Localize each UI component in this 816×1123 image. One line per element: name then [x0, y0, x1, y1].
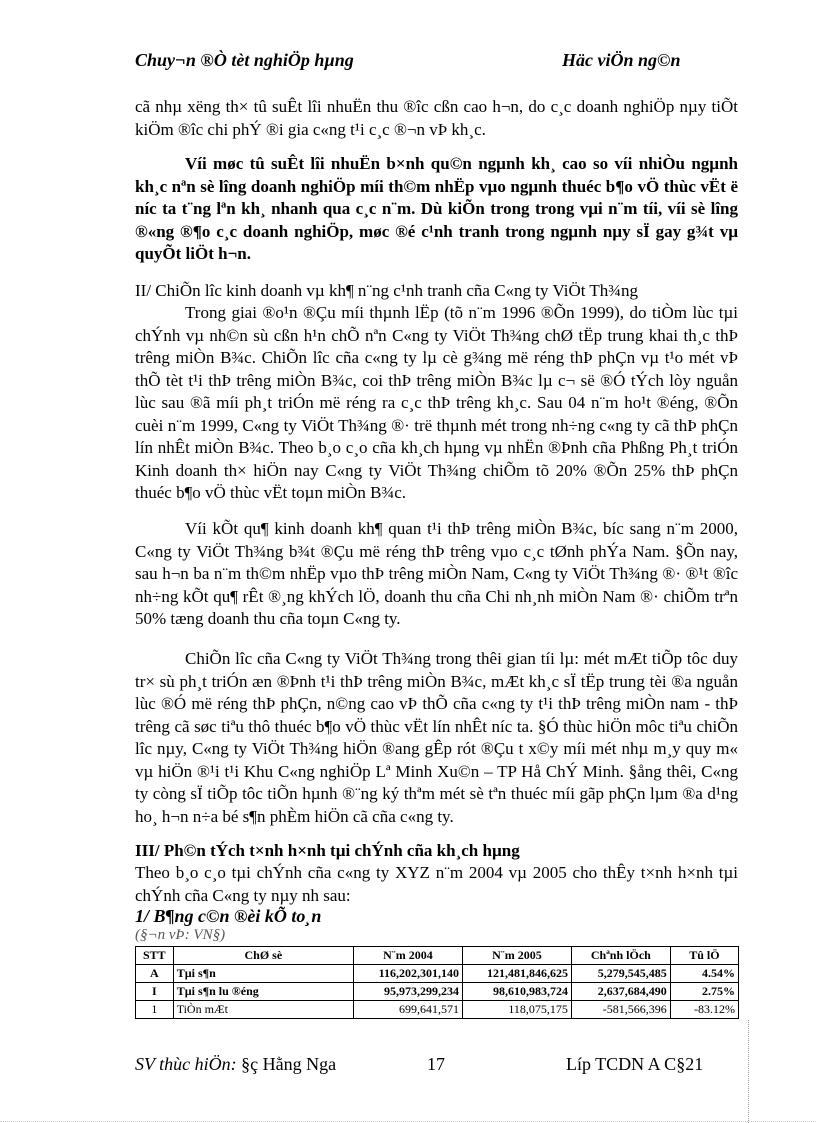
unit-note: (§¬n vÞ: VN§) — [135, 927, 226, 943]
col-stt: STT — [136, 947, 174, 965]
footer-author-name: §ç Hằng Nga — [241, 1054, 337, 1074]
page-bottom-line — [0, 1121, 816, 1122]
cell-ratio: 2.75% — [670, 983, 738, 1001]
header-left: Chuy¬n ®Ò tèt nghiÖp hµng — [135, 50, 354, 70]
cell-2005: 118,075,175 — [462, 1001, 571, 1019]
header-right: Häc viÖn ng©n — [562, 50, 681, 70]
footer-page-number: 17 — [427, 1054, 445, 1074]
cell-2005: 121,481,846,625 — [462, 965, 571, 983]
paragraph-profit-rate: Víi møc tû suÊt lîi nhuËn b×nh qu©n ngµnh kh¸ cao so víi nhiÒu ngµnh kh¸c nªn sè lîng doanh nghiÖp míi th©m nhËp vµo ngµnh thuéc b¶o vÖ thùc vËt ë níc ta t¨ng lªn kh¸ nhanh qua c¸c n¨m. Dù kiÕn trong trong vµi n¨m tíi, víi sè lîng ®«ng ®¶o c¸c doanh nghiÖp, møc ®é c¹nh tranh trong ngµnh nµy sÏ gay g¾t vµ quyÕt liÖt h¬n. — [135, 154, 738, 263]
cell-stt: 1 — [136, 1001, 174, 1019]
col-difference: Chªnh lÖch — [571, 947, 670, 965]
table-row — [136, 1001, 739, 1019]
margin-dotted-line — [748, 1020, 749, 1123]
table-row — [136, 965, 739, 983]
col-indicator: ChØ sè — [173, 947, 353, 965]
cell-ratio: -83.12% — [670, 1001, 738, 1019]
cell-stt: A — [136, 965, 174, 983]
col-ratio: Tû lÖ — [670, 947, 738, 965]
paragraph-early-stage: Trong giai ®o¹n ®Çu míi thµnh lËp (tõ n¨m 1996 ®Õn 1999), do tiÒm lùc tµi chÝnh vµ nh©n sù cßn h¹n chÕ nªn C«ng ty ViÖt Th¾ng chØ tËp trung khai th¸c thÞ trêng miÒn B¾c. ChiÕn lîc cña c«ng ty lµ cè g¾ng më réng thÞ phÇn vµ t¹o mét vÞ thÕ tèt t¹i thÞ trêng miÒn B¾c, coi thÞ trêng miÒn B¾c lµ c¬ së ®Ó tÝch lòy nguån lùc sau ®ã míi ph¸t triÓn më réng ra c¸c thÞ trêng kh¸c. Sau 04 n¨m ho¹t ®éng, ®Õn cuèi n¨m 1999, C«ng ty ViÖt Th¾ng ®· trë thµnh mét trong nh÷ng c«ng ty cã thÞ phÇn lín nhÊt miÒn B¾c. Theo b¸o c¸o cña kh¸ch hµng vµ nhËn ®Þnh cña Phßng Ph¸t triÓn Kinh doanh th× hiÖn nay C«ng ty ViÖt Th¾ng chiÕm tõ 20% ®Õn 25% thÞ phÇn thuéc b¶o vÖ thùc vËt toµn miÒn B¾c. — [135, 303, 738, 502]
cell-indicator: TiÒn mÆt — [173, 1001, 353, 1019]
cell-2004: 95,973,299,234 — [353, 983, 462, 1001]
footer-author-label: SV thùc hiÖn: — [135, 1054, 237, 1074]
paragraph-southern-expansion: Víi kÕt qu¶ kinh doanh kh¶ quan t¹i thÞ trêng miÒn B¾c, bíc sang n¨m 2000, C«ng ty ViÖt Th¾ng b¾t ®Çu më réng thÞ trêng vµo c¸c tØnh phÝa Nam. §Õn nay, sau h¬n ba n¨m th©m nhËp vµo thÞ trêng miÒn Nam, C«ng ty ViÖt Th¾ng ®· ®¹t ®îc nh÷ng kÕt qu¶ rÊt ®¸ng khÝch lÖ, doanh thu cña Chi nh¸nh miÒn Nam ®· chiÕm trªn 50% tæng doanh thu cña toµn C«ng ty. — [135, 519, 738, 628]
section-heading-strategy: II/ ChiÕn lîc kinh doanh vµ kh¶ n¨ng c¹nh tranh cña C«ng ty ViÖt Th¾ng — [135, 281, 639, 300]
subheading-balance-sheet: 1/ B¶ng c©n ®èi kÕ to¸n — [135, 906, 322, 926]
footer-author — [135, 1052, 336, 1076]
table-header-row — [136, 947, 739, 965]
col-2005: N¨m 2005 — [462, 947, 571, 965]
cell-difference: 2,637,684,490 — [571, 983, 670, 1001]
cell-indicator: Tµi s¶n — [173, 965, 353, 983]
cell-2004: 116,202,301,140 — [353, 965, 462, 983]
cell-ratio: 4.54% — [670, 965, 738, 983]
paragraph-intro: cã nhµ xëng th× tû suÊt lîi nhuËn thu ®îc cßn cao h¬n, do c¸c doanh nghiÖp nµy tiÕt kiÖm ®îc chi phÝ ®i gia c«ng t¹i c¸c ®¬n vÞ kh¸c. — [135, 97, 738, 139]
col-2004: N¨m 2004 — [353, 947, 462, 965]
cell-stt: I — [136, 983, 174, 1001]
cell-difference: -581,566,396 — [571, 1001, 670, 1019]
cell-difference: 5,279,545,485 — [571, 965, 670, 983]
balance-sheet-table — [135, 946, 739, 1019]
paragraph-financial-intro: Theo b¸o c¸o tµi chÝnh cña c«ng ty XYZ n¨m 2004 vµ 2005 cho thÊy t×nh h×nh tµi chÝnh cña C«ng ty nµy nh sau: — [135, 863, 738, 905]
cell-indicator: Tµi s¶n lu ®éng — [173, 983, 353, 1001]
paragraph-future-strategy: ChiÕn lîc cña C«ng ty ViÖt Th¾ng trong thêi gian tíi lµ: mét mÆt tiÕp tôc duy tr× sù ph¸t triÓn æn ®Þnh t¹i thÞ trêng miÒn B¾c, mÆt kh¸c sÏ tËp trung tèi ®a nguån lùc ®Ó më réng thÞ phÇn, n©ng cao vÞ thÕ cña c«ng ty t¹i thÞ trêng miÒn nam - thÞ trêng cã søc tiªu thô thuéc b¶o vÖ thùc vËt lín nhÊt níc ta. §Ó thùc hiÖn môc tiªu chiÕn lîc nµy, C«ng ty ViÖt Th¾ng hiÖn ®ang gÊp rót ®Çu t x©y míi mét nhµ m¸y quy m« vµ hiÖn ®¹i t¹i Khu C«ng nghiÖp Lª Minh Xu©n – TP Hå ChÝ Minh. §ång thêi, C«ng ty còng sÏ tiÕp tôc tiÕn hµnh ®¨ng ký thªm mét sè tªn thuéc míi gãp phÇn lµm ®a d¹ng ho¸ h¬n n÷a bé s¶n phÈm hiÖn cã cña c«ng ty. — [135, 649, 738, 826]
cell-2004: 699,641,571 — [353, 1001, 462, 1019]
footer-class: Líp TCDN A C§21 — [566, 1054, 704, 1074]
table-row — [136, 983, 739, 1001]
section-heading-financial: III/ Ph©n tÝch t×nh h×nh tµi chÝnh cña kh¸ch hµng — [135, 841, 520, 860]
cell-2005: 98,610,983,724 — [462, 983, 571, 1001]
